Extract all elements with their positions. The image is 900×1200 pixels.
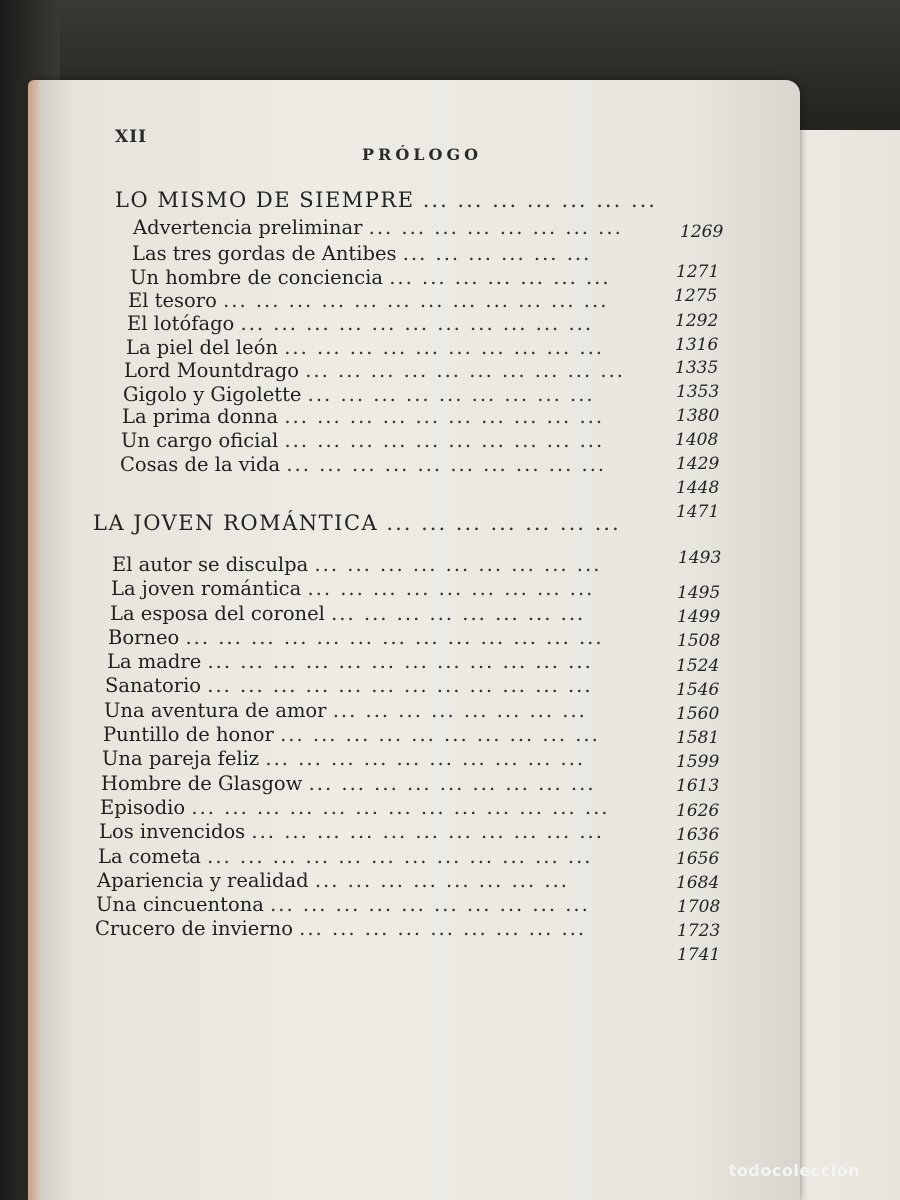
leader-dots: ... ... ... ... ... ... ... ... ... ... <box>284 429 605 452</box>
leader-dots: ... ... ... ... ... ... ... ... ... ... <box>265 747 586 770</box>
toc-page-number: 1626 <box>676 801 720 821</box>
page-edge <box>30 80 40 1200</box>
toc-entry <box>112 553 601 576</box>
toc-entry-title: Apariencia y realidad <box>97 869 309 892</box>
toc-entry-title: Hombre de Glasgow <box>101 772 303 795</box>
toc-entry-title: Sanatorio <box>105 674 202 697</box>
toc-entry-title: Gigolo y Gigolette <box>123 383 302 406</box>
toc-entry-title: Un cargo oficial <box>121 429 279 452</box>
toc-entry <box>100 796 610 819</box>
toc-entry-title: El tesoro <box>128 289 217 312</box>
section-title <box>93 511 621 535</box>
toc-page-number: 1275 <box>674 286 718 306</box>
toc-page-number: 1613 <box>676 776 720 796</box>
leader-dots: ... ... ... ... ... ... ... ... ... ... ... ... <box>207 650 593 673</box>
toc-entry <box>104 699 587 722</box>
toc-entry <box>121 429 604 452</box>
toc-entry <box>126 336 604 359</box>
toc-entry-title: La esposa del coronel <box>110 602 325 625</box>
toc-page-number: 1524 <box>676 656 720 676</box>
toc-entry-title: Episodio <box>100 796 186 819</box>
leader-dots: ... ... ... ... ... ... ... ... ... ... ... ... <box>223 289 609 312</box>
toc-entry-title: Lord Mountdrago <box>124 359 300 382</box>
leader-dots: ... ... ... ... ... ... ... ... ... ... <box>280 723 600 746</box>
leader-dots: ... ... ... ... ... ... ... ... <box>314 869 569 892</box>
toc-entry-title: Cosas de la vida <box>120 453 281 476</box>
leader-dots: ... ... ... ... ... ... ... ... ... ... ... <box>240 312 594 335</box>
toc-entry-title: Un hombre de conciencia <box>130 266 384 289</box>
toc-entry <box>133 216 623 239</box>
toc-entry <box>99 820 604 843</box>
toc-page-number: 1269 <box>680 222 724 242</box>
leader-dots: ... ... ... ... ... ... ... ... ... ... ... ... <box>207 674 593 697</box>
toc-entry-title: Los invencidos <box>99 820 246 843</box>
toc-page-number: 1656 <box>676 849 720 869</box>
toc-page-number: 1493 <box>678 548 722 568</box>
toc-entry-title: La joven romántica <box>111 577 302 600</box>
toc-entry <box>98 845 592 868</box>
toc-entry <box>96 893 590 916</box>
section-title-text: LO MISMO DE SIEMPRE <box>115 188 415 212</box>
toc-entry-title: Una aventura de amor <box>104 699 327 722</box>
toc-entry-title: Puntillo de honor <box>103 723 274 746</box>
leader-dots: ... ... ... ... ... ... ... ... ... <box>308 772 596 795</box>
toc-page-number: 1599 <box>676 752 720 772</box>
toc-entry <box>101 772 596 795</box>
toc-page-number: 1271 <box>676 262 720 282</box>
toc-page-number: 1292 <box>675 311 719 331</box>
toc-entry-title: Borneo <box>108 626 180 649</box>
toc-page-number: 1581 <box>676 728 720 748</box>
toc-entry <box>110 602 585 625</box>
leader-dots: ... ... ... ... ... ... ... ... ... <box>307 577 595 600</box>
leader-dots: ... ... ... ... ... ... ... ... ... <box>299 917 587 940</box>
toc-entry-title: Advertencia preliminar <box>133 216 363 239</box>
toc-entry-title: La cometa <box>98 845 201 868</box>
toc-entry <box>108 626 604 649</box>
toc-entry-title: La prima donna <box>122 405 279 428</box>
toc-page-number: 1636 <box>676 825 720 845</box>
leader-dots: ... ... ... ... ... ... ... ... ... ... ... ... ... <box>185 626 604 649</box>
toc-entry-title: La madre <box>107 650 202 673</box>
leader-dots: ... ... ... ... ... ... ... <box>389 266 611 289</box>
section-title <box>115 188 657 212</box>
toc-entry <box>132 242 591 265</box>
toc-page-number: 1335 <box>675 358 719 378</box>
toc-entry-title: Una cincuentona <box>96 893 264 916</box>
toc-entry <box>120 453 606 476</box>
leader-dots: ... ... ... ... ... ... ... ... ... ... <box>286 453 607 476</box>
leader-dots: ... ... ... ... ... ... ... ... ... ... ... ... <box>207 845 593 868</box>
toc-entry <box>107 650 593 673</box>
toc-page-number: 1508 <box>677 631 721 651</box>
toc-entry <box>127 312 593 335</box>
toc-page-number: 1499 <box>677 607 721 627</box>
toc-page-number: 1495 <box>677 583 721 603</box>
toc-page-number: 1546 <box>676 680 720 700</box>
toc-entry <box>111 577 594 600</box>
toc-entry-title: La piel del león <box>126 336 279 359</box>
leader-dots: ... ... ... ... ... ... ... ... ... <box>314 553 602 576</box>
toc-entry-title: Las tres gordas de Antibes <box>132 242 397 265</box>
leader-dots: ... ... ... ... ... ... ... ... ... ... <box>284 405 605 428</box>
toc-entry-title: Crucero de invierno <box>95 917 293 940</box>
toc-page-number: 1471 <box>676 502 720 522</box>
toc-page-number: 1380 <box>676 406 720 426</box>
toc-page-number: 1408 <box>675 430 719 450</box>
leader-dots: ... ... ... ... ... ... ... ... ... ... ... <box>251 820 604 843</box>
leader-dots: ... ... ... ... ... ... ... <box>422 188 657 212</box>
toc-entry <box>97 869 569 892</box>
toc-entry <box>128 289 608 312</box>
leader-dots: ... ... ... ... ... ... ... ... ... ... <box>305 359 625 382</box>
leader-dots: ... ... ... ... ... ... ... ... ... ... <box>284 336 604 359</box>
page-number: XII <box>115 127 148 147</box>
leader-dots: ... ... ... ... ... ... ... ... <box>331 602 586 625</box>
leader-dots: ... ... ... ... ... ... ... ... ... <box>307 383 595 406</box>
section-title-text: LA JOVEN ROMÁNTICA <box>93 511 379 535</box>
leader-dots: ... ... ... ... ... ... ... <box>386 511 621 535</box>
toc-entry-title: El autor se disculpa <box>112 553 309 576</box>
toc-page-number: 1448 <box>676 478 720 498</box>
toc-page-number: 1353 <box>676 382 720 402</box>
toc-entry-title: Una pareja feliz <box>102 747 260 770</box>
toc-page-number: 1560 <box>676 704 720 724</box>
toc-entry <box>105 674 593 697</box>
toc-page-number: 1708 <box>677 897 721 917</box>
toc-entry <box>123 383 595 406</box>
toc-entry <box>103 723 600 746</box>
toc-page-number: 1723 <box>677 921 721 941</box>
running-header: PRÓLOGO <box>362 145 483 164</box>
watermark: todocoleccion <box>728 1161 860 1180</box>
leader-dots: ... ... ... ... ... ... ... ... <box>368 216 623 239</box>
toc-page-number: 1684 <box>676 873 720 893</box>
leader-dots: ... ... ... ... ... ... <box>402 242 592 265</box>
toc-entry-title: El lotófago <box>127 312 235 335</box>
leader-dots: ... ... ... ... ... ... ... ... <box>332 699 587 722</box>
toc-page-number: 1741 <box>677 945 721 965</box>
leader-dots: ... ... ... ... ... ... ... ... ... ... <box>270 893 590 916</box>
toc-entry <box>95 917 586 940</box>
toc-entry <box>130 266 611 289</box>
toc-entry <box>122 405 604 428</box>
toc-page-number: 1316 <box>675 335 719 355</box>
toc-entry <box>102 747 585 770</box>
leader-dots: ... ... ... ... ... ... ... ... ... ... ... ... ... <box>191 796 610 819</box>
toc-entry <box>124 359 625 382</box>
toc-page-number: 1429 <box>676 454 720 474</box>
